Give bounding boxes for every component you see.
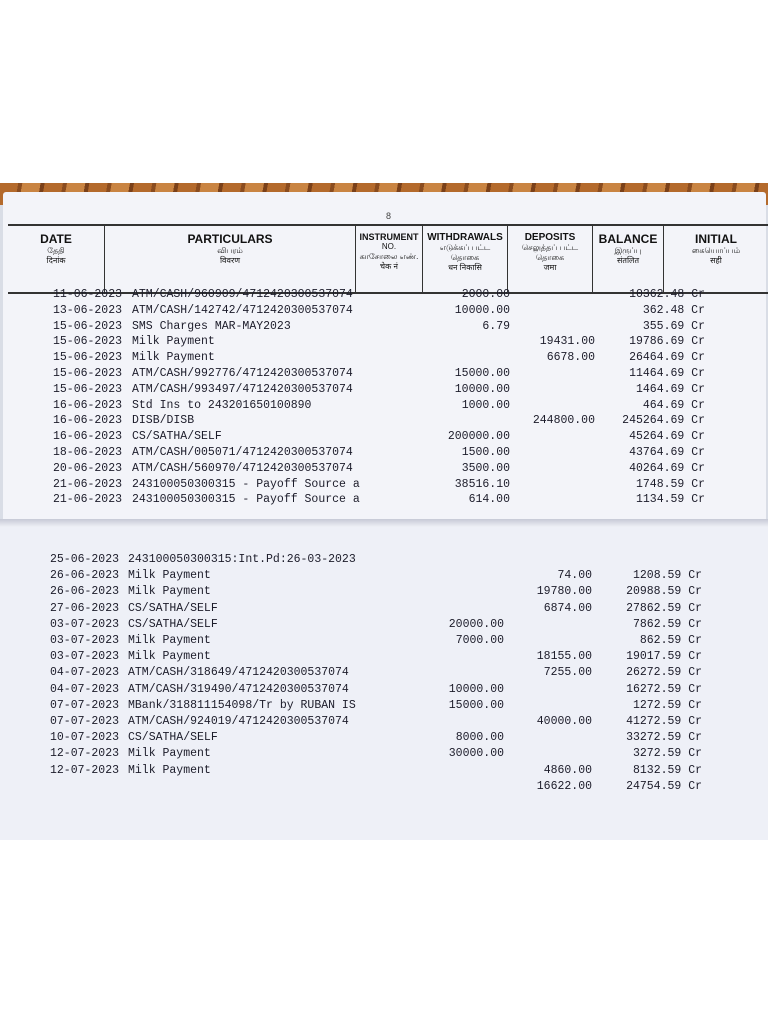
withdrawal-amount: 7000.00 [455,634,504,647]
balance-amount: 1272.59 Cr [632,698,702,712]
transaction-date: 15-06-2023 [53,351,123,365]
table-row [0,569,768,585]
balance-amount: 24754.59 Cr [626,779,702,793]
balance-amount: 245264.69 Cr [622,414,705,428]
table-row [0,288,768,304]
transaction-particulars: ATM/CASH/924019/4712420300537074 [128,715,349,728]
balance-amount: 26272.59 Cr [626,666,702,680]
transaction-date: 25-06-2023 [50,553,120,566]
table-row [0,618,768,634]
transaction-date: 16-06-2023 [53,430,123,444]
balance-amount: 1748.59 Cr [635,477,705,491]
page-fold [0,519,768,527]
transaction-date: 03-07-2023 [50,634,120,647]
balance-amount: 464.69 Cr [642,398,705,412]
withdrawal-amount: 38516.10 [454,477,510,491]
transaction-date: 26-06-2023 [50,569,120,583]
transaction-particulars: ATM/CASH/142742/4712420300537074 [132,303,353,317]
balance-amount: 10362.48 Cr [629,288,705,301]
table-row [0,493,768,509]
deposit-amount: 244800.00 [532,414,595,428]
transaction-particulars: ATM/CASH/319490/4712420300537074 [128,682,349,696]
transaction-date: 11-06-2023 [53,288,123,301]
table-row [0,650,768,666]
transaction-date: 26-06-2023 [50,585,120,599]
balance-amount: 862.59 Cr [639,634,702,647]
deposit-amount: 74.00 [557,569,592,583]
header-deposits: DEPOSITS செலுத்தப் பட்ட தொகை जमा [508,226,593,292]
table-row [0,602,768,618]
table-row [0,478,768,494]
transaction-particulars: Milk Payment [128,650,211,664]
transaction-date: 15-06-2023 [53,382,123,396]
transaction-particulars: Milk Payment [128,763,211,777]
transaction-date: 03-07-2023 [50,650,120,664]
balance-amount: 3272.59 Cr [632,747,702,761]
transaction-particulars: ATM/CASH/005071/4712420300537074 [132,446,353,459]
deposit-amount: 19431.00 [539,335,595,349]
transaction-particulars: MBank/318811154098/Tr by RUBAN IS [128,698,356,712]
withdrawal-amount: 15000.00 [454,367,510,380]
transaction-particulars: CS/SATHA/SELF [128,731,218,745]
transaction-particulars: ATM/CASH/992776/4712420300537074 [132,367,353,380]
transaction-particulars: CS/SATHA/SELF [128,601,218,615]
transaction-date: 07-07-2023 [50,698,120,712]
transaction-particulars: SMS Charges MAR-MAY2023 [132,319,291,333]
withdrawal-amount: 10000.00 [454,382,510,396]
transaction-particulars: DISB/DISB [132,414,195,428]
balance-amount: 45264.69 Cr [629,430,705,444]
deposit-amount: 7255.00 [543,666,592,680]
balance-amount: 41272.59 Cr [626,715,702,728]
transaction-date: 21-06-2023 [53,493,123,507]
transaction-particulars: Milk Payment [128,747,211,761]
transaction-date: 15-06-2023 [53,335,123,349]
header-initial: INITIAL கையொப்பம் सही [691,232,741,265]
transaction-particulars: ATM/CASH/960909/4712420300537074 [132,288,353,301]
withdrawal-amount: 8000.00 [455,731,504,745]
deposit-amount: 16622.00 [536,779,592,793]
table-row [0,715,768,731]
table-row [0,780,768,796]
withdrawal-amount: 614.00 [468,493,510,507]
transaction-particulars: ATM/CASH/993497/4712420300537074 [132,382,353,396]
transaction-date: 03-07-2023 [50,617,120,631]
balance-amount: 1464.69 Cr [635,382,705,396]
withdrawal-amount: 20000.00 [448,617,504,631]
balance-amount: 19017.59 Cr [626,650,702,664]
balance-amount: 26464.69 Cr [629,351,705,365]
transaction-date: 15-06-2023 [53,367,123,380]
table-row [0,335,768,351]
balance-amount: 43764.69 Cr [629,446,705,459]
table-row [0,699,768,715]
withdrawal-amount: 30000.00 [448,747,504,761]
deposit-amount: 6678.00 [546,351,595,365]
balance-amount: 20988.59 Cr [626,585,702,599]
balance-amount: 11464.69 Cr [629,367,705,380]
withdrawal-amount: 6.79 [482,319,510,333]
column-header [8,224,768,294]
transaction-date: 12-07-2023 [50,747,120,761]
table-row [0,430,768,446]
withdrawal-amount: 1500.00 [461,446,510,459]
table-row [0,764,768,780]
transaction-particulars: Milk Payment [132,335,215,349]
table-row [0,320,768,336]
transaction-particulars: Milk Payment [128,634,211,647]
transaction-date: 21-06-2023 [53,477,123,491]
withdrawal-amount: 3500.00 [461,461,510,475]
transaction-date: 18-06-2023 [53,446,123,459]
transaction-date: 13-06-2023 [53,303,123,317]
transaction-particulars: CS/SATHA/SELF [128,617,218,631]
balance-amount: 362.48 Cr [642,303,705,317]
balance-amount: 40264.69 Cr [629,461,705,475]
balance-amount: 8132.59 Cr [632,763,702,777]
transaction-particulars: Milk Payment [128,569,211,583]
balance-amount: 355.69 Cr [642,319,705,333]
balance-amount: 1134.59 Cr [635,493,705,507]
balance-amount: 19786.69 Cr [629,335,705,349]
deposit-amount: 4860.00 [543,763,592,777]
withdrawal-amount: 1000.00 [461,398,510,412]
header-instrument: INSTRUMENT NO. காசோலை எண். चेक नं [356,226,423,292]
table-row [0,683,768,699]
header-balance: BALANCE இருப்பு संतलित [593,226,664,292]
transaction-date: 15-06-2023 [53,319,123,333]
balance-amount: 1208.59 Cr [632,569,702,583]
transaction-date: 04-07-2023 [50,682,120,696]
table-row [0,553,768,569]
transaction-particulars: ATM/CASH/318649/4712420300537074 [128,666,349,680]
transaction-particulars: Milk Payment [128,585,211,599]
table-row [0,666,768,682]
table-row [0,304,768,320]
transaction-date: 10-07-2023 [50,731,120,745]
transaction-particulars: Std Ins to 243201650100890 [132,398,312,412]
table-row [0,367,768,383]
table-row [0,731,768,747]
withdrawal-amount: 2000.00 [461,288,510,301]
withdrawal-amount: 200000.00 [447,430,510,444]
table-row [0,351,768,367]
table-row [0,414,768,430]
transaction-date: 07-07-2023 [50,715,120,728]
table-row [0,383,768,399]
deposit-amount: 6874.00 [543,601,592,615]
deposit-amount: 40000.00 [536,715,592,728]
deposit-amount: 19780.00 [536,585,592,599]
balance-amount: 7862.59 Cr [632,617,702,631]
withdrawal-amount: 15000.00 [448,698,504,712]
statement-photo [0,183,768,840]
header-withdrawals: WITHDRAWALS எடுக்கப் பட்ட தொகை धन निकासि [423,226,508,292]
transaction-date: 27-06-2023 [50,601,120,615]
balance-amount: 16272.59 Cr [626,682,702,696]
balance-amount: 27862.59 Cr [626,601,702,615]
transaction-date: 12-07-2023 [50,763,120,777]
table-row [0,747,768,763]
deposit-amount: 18155.00 [536,650,592,664]
transaction-particulars: CS/SATHA/SELF [132,430,222,444]
header-particulars: PARTICULARS விபரம் विवरण [105,226,356,292]
table-row [0,399,768,415]
transaction-date: 04-07-2023 [50,666,120,680]
transaction-particulars: 243100050300315 - Payoff Source a [132,493,360,507]
header-date: DATE தேதி दिनांक [8,226,105,292]
transaction-particulars: ATM/CASH/560970/4712420300537074 [132,461,353,475]
table-row [0,462,768,478]
transaction-particulars: 243100050300315:Int.Pd:26-03-2023 [128,553,356,566]
withdrawal-amount: 10000.00 [454,303,510,317]
transaction-date: 16-06-2023 [53,414,123,428]
transaction-date: 16-06-2023 [53,398,123,412]
transaction-particulars: 243100050300315 - Payoff Source a [132,477,360,491]
table-row [0,585,768,601]
transaction-date: 20-06-2023 [53,461,123,475]
balance-amount: 33272.59 Cr [626,731,702,745]
table-row [0,634,768,650]
withdrawal-amount: 10000.00 [448,682,504,696]
table-row [0,446,768,462]
transaction-particulars: Milk Payment [132,351,215,365]
page-mark: 8 [386,211,392,221]
